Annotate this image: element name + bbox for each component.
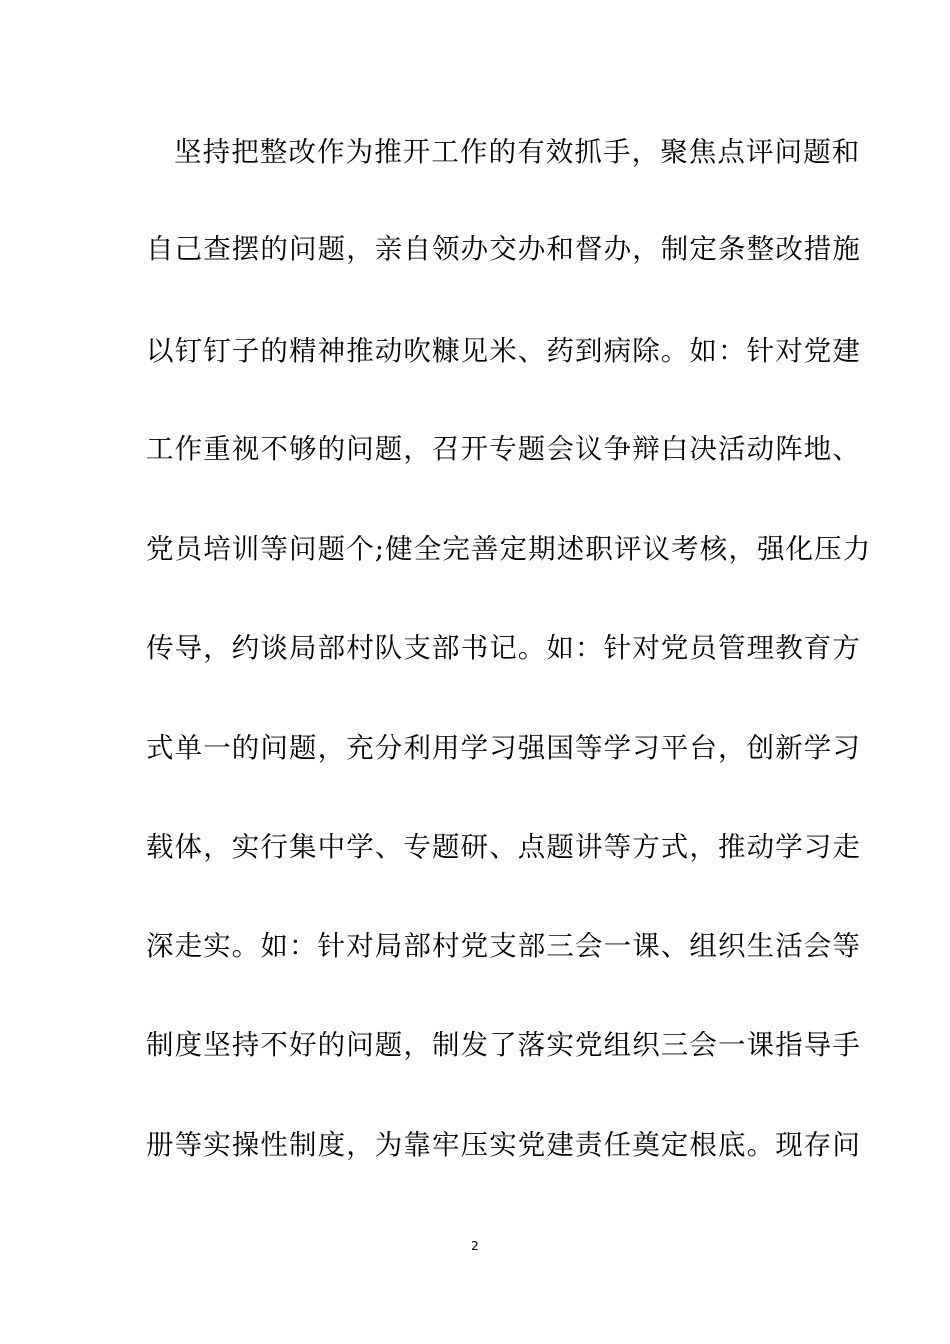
text-line-5: 党员培训等问题个;健全完善定期述职评议考核，强化压力 (146, 533, 872, 565)
text-line-6: 传导，约谈局部村队支部书记。如：针对党员管理教育方 (146, 632, 861, 664)
text-line-9: 深走实。如：针对局部村党支部三会一课、组织生活会等 (146, 930, 861, 962)
text-line-10: 制度坚持不好的问题，制发了落实党组织三会一课指导手 (146, 1029, 861, 1061)
text-line-7: 式单一的问题，充分利用学习强国等学习平台，创新学习 (146, 732, 861, 764)
text-line-2: 自己查摆的问题，亲自领办交办和督办，制定条整改措施 (146, 233, 861, 265)
text-line-4: 工作重视不够的问题，召开专题会议争辩白决活动阵地、 (146, 433, 861, 465)
text-line-11: 册等实操性制度，为靠牢压实党建责任奠定根底。现存问 (146, 1129, 861, 1161)
text-line-8: 载体，实行集中学、专题研、点题讲等方式，推动学习走 (146, 831, 861, 863)
text-line-3: 以钉钉子的精神推动吹糠见米、药到病除。如：针对党建 (146, 335, 861, 367)
text-line-1: 坚持把整改作为推开工作的有效抓手，聚焦点评问题和 (174, 136, 861, 168)
page-number: 2 (471, 1239, 479, 1253)
